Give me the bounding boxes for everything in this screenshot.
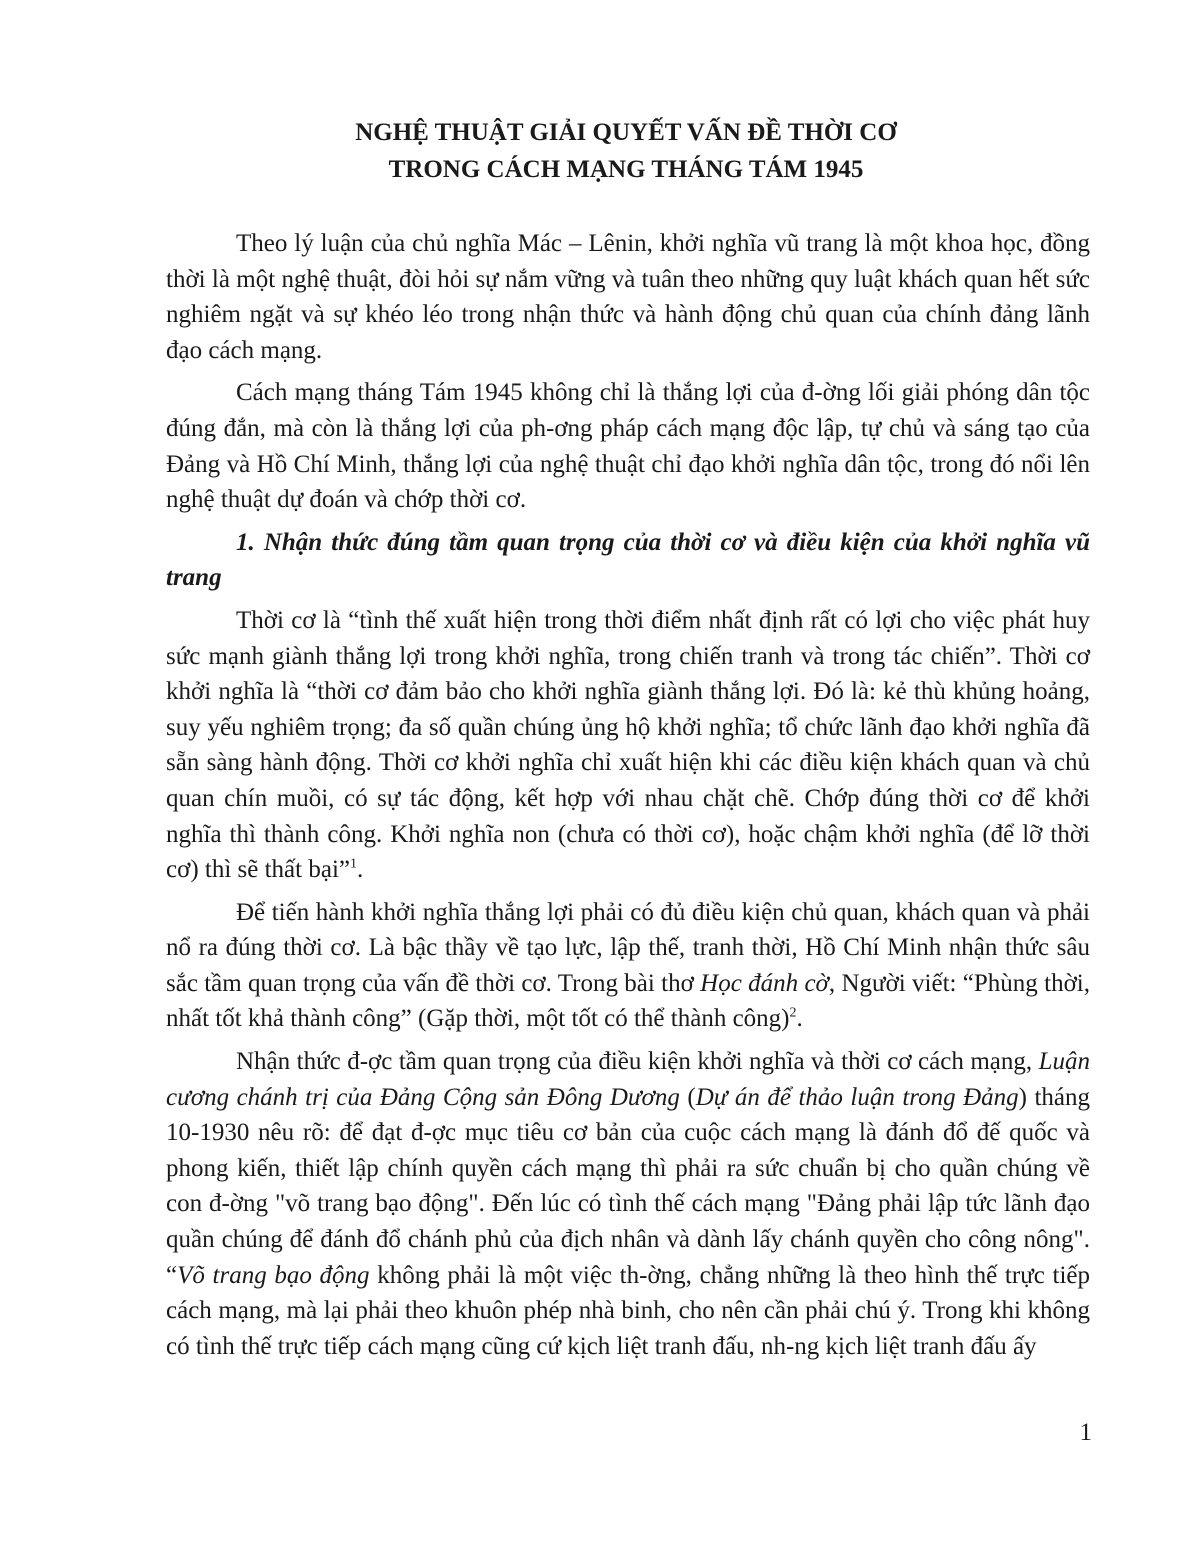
paragraph-end: . xyxy=(356,856,364,884)
paragraph-text: không phải là một việc th-ờng, chẳng những là theo hình thế trực tiếp cách mạng, mà lại phải theo khuôn phép nhà binh, cho nên cần phải chú ý. Trong khi không có tình thế trực tiếp cách mạng cũng cứ kịch liệt tranh đấu, nh-ng kịch liệt tranh đấu ấy xyxy=(166,1261,1090,1360)
title-line-2: TRONG CÁCH MẠNG THÁNG TÁM 1945 xyxy=(388,156,864,183)
paragraph-political-thesis xyxy=(166,1044,1090,1364)
paragraph-text: Thời cơ là “tình thế xuất hiện trong thời điểm nhất định rất có lợi cho việc phát huy sức mạnh giành thắng lợi trong khởi nghĩa, trong chiến tranh và trong tác chiến”. Thời cơ khởi nghĩa là “thời cơ đảm bảo cho khởi nghĩa giành thắng lợi. Đó là: kẻ thù khủng hoảng, suy yếu nghiêm trọng; đa số quần chúng ủng hộ khởi nghĩa; tổ chức lãnh đạo khởi nghĩa đã sẵn sàng hành động. Thời cơ khởi nghĩa chỉ xuất hiện khi các điều kiện khách quan và chủ quan chín muồi, có sự tác động, kết hợp với nhau chặt chẽ. Chớp đúng thời cơ để khởi nghĩa thì thành công. Khởi nghĩa non (chưa có thời cơ), hoặc chậm khởi nghĩa (để lỡ thời cơ) thì sẽ thất bại” xyxy=(166,606,1090,884)
document-subtitle-italic: Dự án để thảo luận trong Đảng xyxy=(695,1083,1019,1111)
paragraph-text: ) tháng 10-1930 nêu rõ: để đạt đ-ợc mục tiêu cơ bản của cuộc cách mạng là đánh đổ đế quốc và phong kiến, thiết lập chính quyền cách mạng thì phải ra sức chuẩn bị cho quần chúng về con đ-ờng "võ trang bạo động". Đến lúc có tình thế cách mạng "Đảng phải lập tức lãnh đạo quần chúng để đánh đổ chánh phủ của địch nhân và dành lấy chánh quyền cho công nông". “ xyxy=(166,1083,1090,1289)
poem-title: Học đánh cờ xyxy=(700,969,829,997)
section-heading-1: 1. Nhận thức đúng tầm quan trọng của thời cơ và điều kiện của khởi nghĩa vũ trang xyxy=(166,528,1090,592)
document-title xyxy=(160,114,1092,188)
paragraph-end: . xyxy=(796,1005,803,1033)
paragraph-text: Để tiến hành khởi nghĩa thắng lợi phải có đủ điều kiện chủ quan, khách quan và phải nổ ra đúng thời cơ. Là bậc thầy về tạo lực, lập thế, tranh thời, Hồ Chí Minh nhận thức sâu sắc tầm quan trọng của vấn đề thời cơ. Trong bài thơ xyxy=(166,898,1090,997)
paragraph-text: Nhận thức đ-ợc tầm quan trọng của điều kiện khởi nghĩa và thời cơ cách mạng, xyxy=(236,1048,1039,1076)
document-body xyxy=(166,226,1090,1371)
footnote-ref-1[interactable]: 1 xyxy=(349,856,357,872)
paragraph-opportunity-definition xyxy=(166,603,1090,888)
quote-italic: Võ trang bạo động xyxy=(177,1261,370,1289)
paragraph-ho-chi-minh xyxy=(166,895,1090,1037)
paragraph-text: ( xyxy=(679,1083,696,1111)
title-line-1: NGHỆ THUẬT GIẢI QUYẾT VẤN ĐỀ THỜI CƠ xyxy=(355,119,897,146)
footnote-ref-2[interactable]: 2 xyxy=(789,1006,797,1022)
paragraph-intro: Theo lý luận của chủ nghĩa Mác – Lênin, khởi nghĩa vũ trang là một khoa học, đồng thời là một nghệ thuật, đòi hỏi sự nắm vững và tuân theo những quy luật khách quan hết sức nghiêm ngặt và sự khéo léo trong nhận thức và hành động chủ quan của chính đảng lãnh đạo cách mạng. xyxy=(166,230,1090,364)
page-number: 1 xyxy=(1079,1419,1092,1446)
paragraph-august-revolution: Cách mạng tháng Tám 1945 không chỉ là thắng lợi của đ-ờng lối giải phóng dân tộc đúng đắn, mà còn là thắng lợi của ph-ơng pháp cách mạng độc lập, tự chủ và sáng tạo của Đảng và Hồ Chí Minh, thắng lợi của nghệ thuật chỉ đạo khởi nghĩa dân tộc, trong đó nổi lên nghệ thuật dự đoán và chớp thời cơ. xyxy=(166,379,1090,514)
document-title-italic: Luận cương chánh trị của Đảng Cộng sản Đông Dương xyxy=(166,1048,1090,1111)
paragraph-text: , Người viết: “Phùng thời, nhất tốt khả thành công” (Gặp thời, một tốt có thể thành công) xyxy=(166,969,1090,1033)
